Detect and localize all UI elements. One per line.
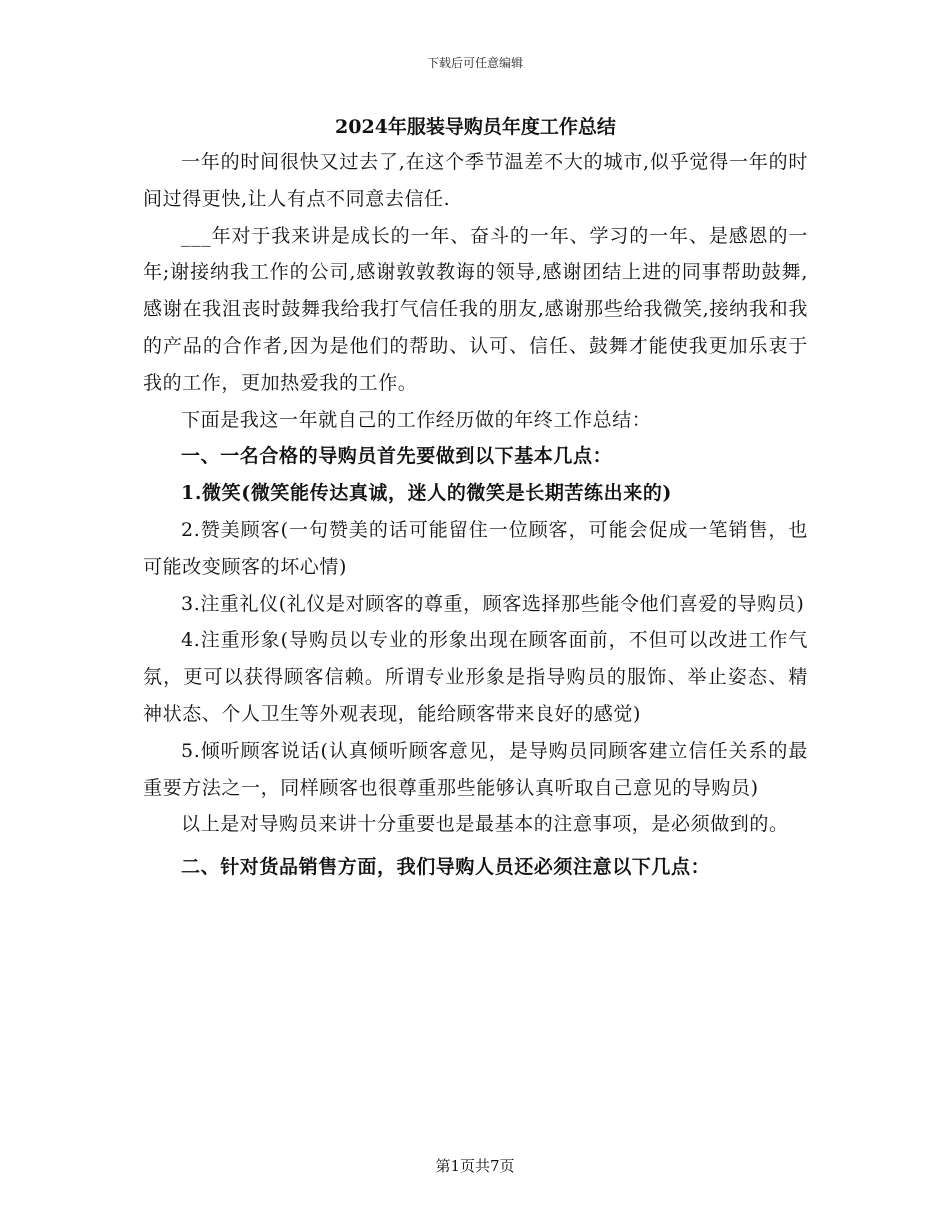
page-indicator: 第1页共7页: [435, 1157, 515, 1175]
list-item-praise: 2.赞美顾客(一句赞美的话可能留住一位顾客，可能会促成一笔销售，也可能改变顾客的坏心情): [143, 518, 808, 578]
paragraph-thanks: ___年对于我来讲是成长的一年、奋斗的一年、学习的一年、是感恩的一年;谢接纳我工作的公司,感谢敦敦教诲的领导,感谢团结上进的同事帮助鼓舞,感谢在我沮丧时鼓舞我给我打气信任我的朋友,感谢那些给我微笑,接纳我和我的产品的合作者,因为是他们的帮助、认可、信任、鼓舞才能使我更加乐衷于我的工作，更加热爱我的工作。: [143, 224, 808, 394]
header-note: 下载后可任意编辑: [426, 56, 523, 70]
list-item-image: 4.注重形象(导购员以专业的形象出现在顾客面前，不但可以改进工作气氛，更可以获得顾客信赖。所谓专业形象是指导购员的服饰、举止姿态、精神状态、个人卫生等外观表现，能给顾客带来良好的感觉): [143, 629, 808, 725]
list-item-etiquette: 3.注重礼仪(礼仪是对顾客的尊重，顾客选择那些能令他们喜爱的导购员): [181, 592, 805, 615]
section-heading-2: 二、针对货品销售方面，我们导购人员还必须注意以下几点：: [181, 856, 711, 879]
list-item-smile: 1.微笑(微笑能传达真诚，迷人的微笑是长期苦练出来的): [181, 482, 673, 505]
section-heading-1: 一、一名合格的导购员首先要做到以下基本几点：: [181, 445, 613, 468]
document-body: [143, 112, 808, 886]
list-item-listen: 5.倾听顾客说话(认真倾听顾客意见，是导购员同顾客建立信任关系的最重要方法之一，同样顾客也很尊重那些能够认真听取自己意见的导购员): [143, 739, 808, 799]
paragraph-summary-lead: 下面是我这一年就自己的工作经历做的年终工作总结：: [181, 408, 652, 431]
paragraph-intro: 一年的时间很快又过去了,在这个季节温差不大的城市,似乎觉得一年的时间过得更快,让人有点不同意去信任.: [143, 151, 808, 210]
paragraph-conclusion: 以上是对导购员来讲十分重要也是最基本的注意事项，是必须做到的。: [181, 813, 789, 836]
document-title: 2024年服装导购员年度工作总结: [335, 116, 616, 138]
